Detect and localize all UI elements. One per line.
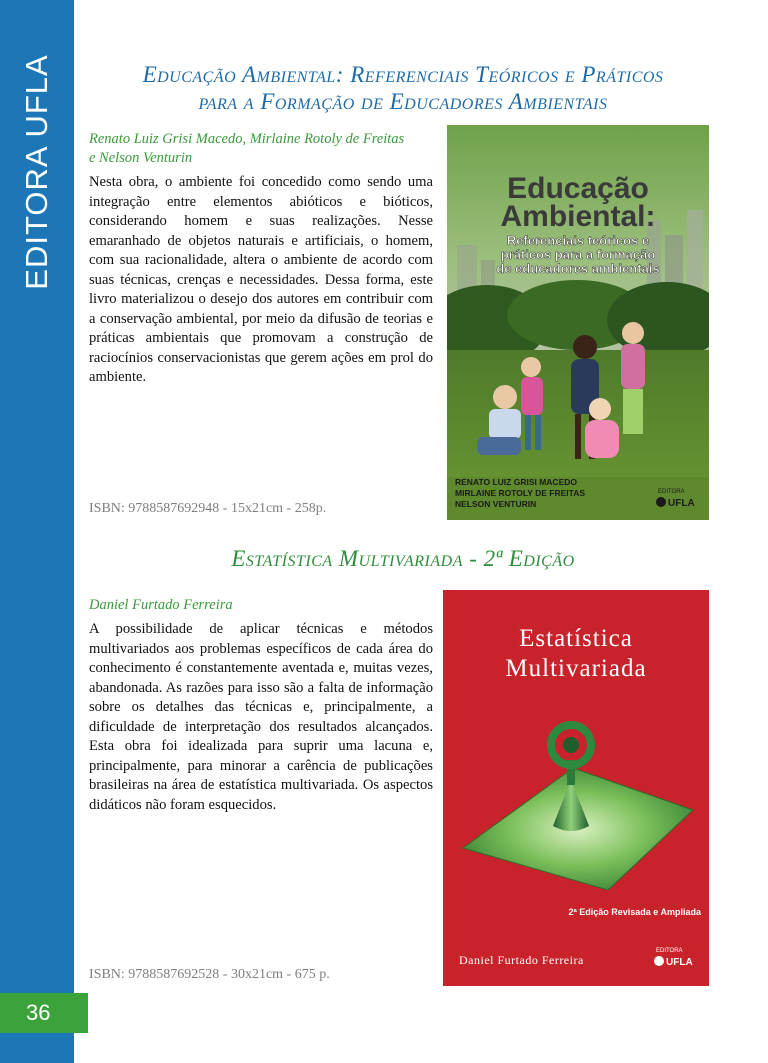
book2-authors: Daniel Furtado Ferreira — [89, 597, 233, 613]
book2-title: Estatística Multivariada - 2ª Edição — [231, 546, 575, 571]
book2-description: A possibilidade de aplicar técnicas e métodos multivariados aos problemas específicos de cada área do conhecimento é constantemente aventada e, muitas vezes, abandonada. As razões para isso são a falta de informação sobre os detalhes das técnicas e, principalmente, a dificuldade de interpretação dos resultados alcançados. Esta obra foi idealizada para suprir uma lacuna e, principalmente, para minorar a carência de publicações brasileiras na área de estatística multivariada. Os aspectos didáticos não foram esquecidos. — [89, 621, 433, 813]
book2-cover — [443, 590, 709, 986]
book1-title — [84, 61, 722, 115]
cover2-edition: 2ª Edição Revisada e Ampliada — [568, 907, 701, 917]
book1-description: Nesta obra, o ambiente foi concedido como sendo uma integração entre elementos abióticos e bióticos, considerando homem e suas realizações. Nesse emaranhado de objetos naturais e artificiais, o homem, com sua racionalidade, altera o ambiente de acordo com suas técnicas, crenças e necessidades. Dessa forma, este livro materializou o desejo dos autores em contribuir com a conservação ambiental, por meio da difusão de teorias e práticas ambientais que promovam a construção de raciocínios conservacionistas que gerem ações em prol do ambiente. — [89, 174, 433, 385]
cover2-title-line2: Multivariada — [505, 655, 647, 682]
book1-title-line1: Educação Ambiental: Referenciais Teóricos e Práticos — [142, 62, 664, 87]
cover1-publisher-top: EDITORA — [658, 489, 685, 495]
cover2-publisher-logo-icon — [654, 956, 664, 966]
cover1-subtitle-line1: Referenciais teóricos e — [506, 233, 650, 248]
book1-title-line2: para a Formação de Educadores Ambientais — [198, 89, 608, 114]
cover1-subtitle-line3: de educadores ambientais — [496, 261, 660, 276]
sidebar-label: EDITORA UFLA — [19, 54, 54, 290]
book1-isbn: ISBN: 9788587692948 - 15x21cm - 258p. — [89, 501, 327, 516]
book1-cover — [447, 125, 709, 520]
cover1-title-line2: Ambiental: — [500, 200, 656, 233]
book2-isbn: ISBN: 9788587692528 - 30x21cm - 675 p. — [89, 967, 330, 982]
sidebar — [0, 0, 74, 1063]
cover2-title-line1: Estatística — [519, 625, 633, 652]
cover2-publisher-top: EDITORA — [656, 948, 683, 954]
cover1-publisher-logo-icon — [656, 497, 666, 507]
book1-authors-line2: e Nelson Venturin — [89, 150, 193, 166]
cover1-publisher: UFLA — [668, 498, 695, 509]
cover2-author: Daniel Furtado Ferreira — [459, 953, 584, 967]
cover1-title-line1: Educação — [507, 172, 649, 205]
cover1-author3: NELSON VENTURIN — [455, 499, 537, 509]
page-number: 36 — [0, 993, 88, 1033]
book1-authors-line1: Renato Luiz Grisi Macedo, Mirlaine Rotoly de Freitas — [89, 131, 405, 147]
book1-authors — [89, 130, 439, 168]
cover1-author2: MIRLAINE ROTOLY DE FREITAS — [455, 488, 586, 498]
cover1-author1: RENATO LUIZ GRISI MACEDO — [455, 477, 577, 487]
cover2-publisher: UFLA — [666, 957, 693, 968]
cover1-subtitle-line2: práticos para a formação — [500, 247, 656, 262]
